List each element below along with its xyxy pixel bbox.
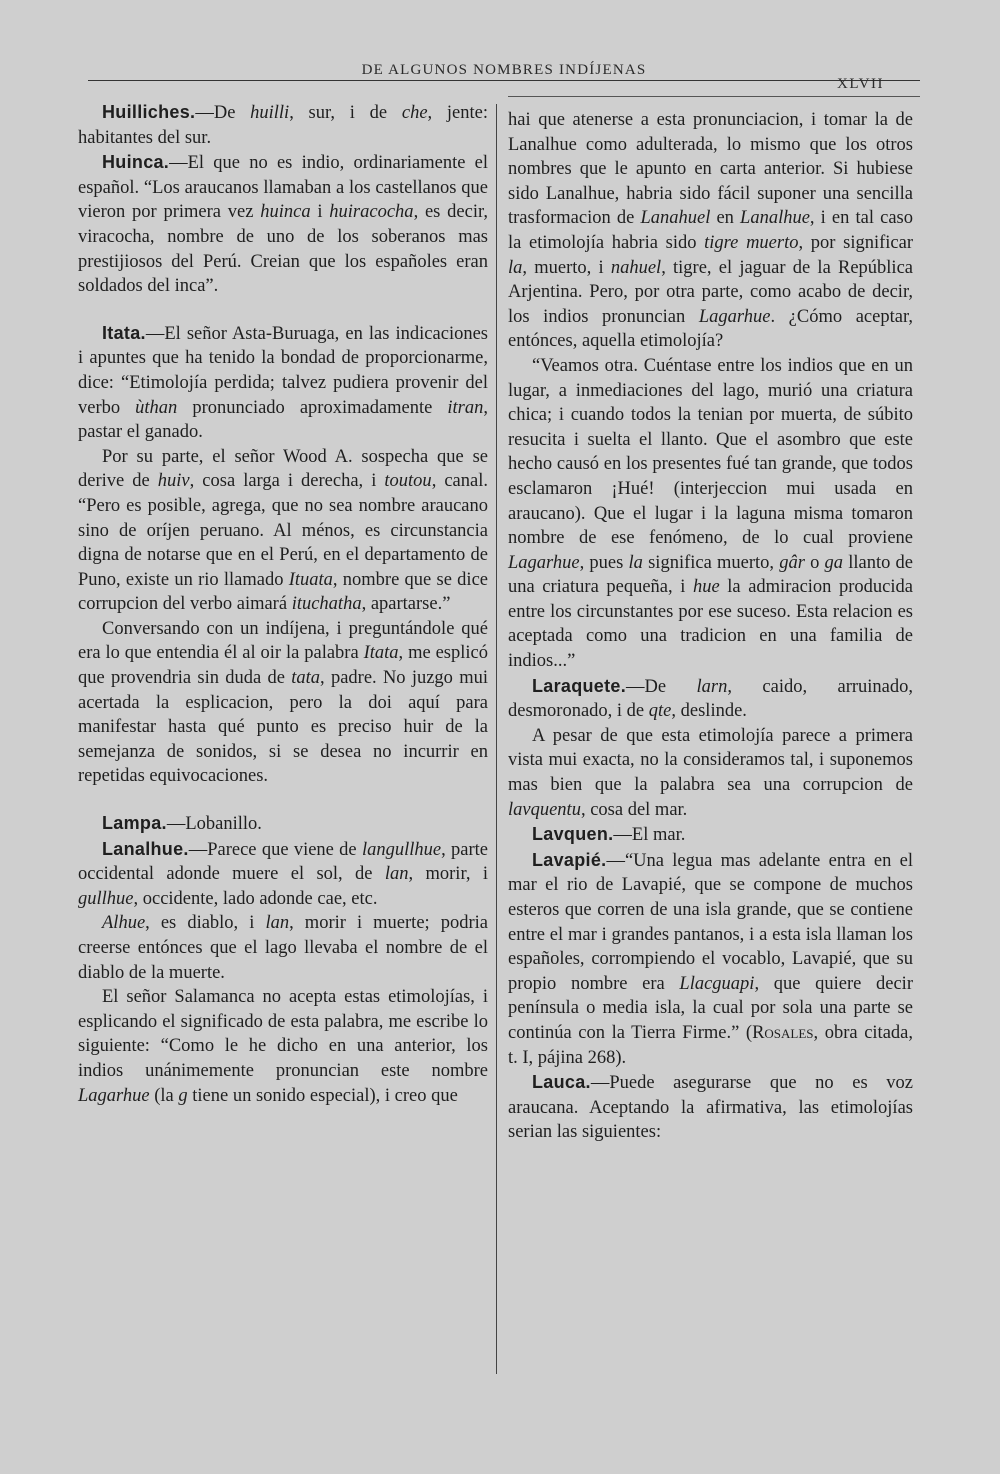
text-run: , padre. No juzgo mui acertada la esplicacion, pero la doi aquí para manifestar hasta qué punto es preciso huir de la semejanza de sonidos, si se desea no incurrir en repetidas equivocaciones.: [78, 668, 488, 787]
italic-term: huiracocha: [329, 202, 414, 223]
entry-headword: Lauca.: [532, 1072, 591, 1093]
entry-headword: Lampa.: [102, 813, 167, 834]
italic-term: la: [628, 552, 643, 573]
dictionary-entry: [78, 837, 488, 912]
italic-term: tigre muerto: [704, 232, 799, 253]
paragraph: [78, 617, 488, 789]
text-run: A pesar de que esta etimolojía parece a primera vista mui exacta, no la consideramos tal, i suponemos mas bien que la palabra sea una corrupcion de: [508, 725, 913, 796]
italic-term: huiv: [157, 471, 190, 492]
header-rule: [88, 80, 920, 81]
paragraph: [78, 445, 488, 617]
text-run: la admiracion producida entre los circunstantes por ese suceso. Esta relacion es aceptada como una tradicion en una familia de indios...”: [508, 577, 913, 672]
text-run: hai que atenerse a esta pronunciacion, i tomar la de Lanalhue como adulterada, lo mismo que los otros nombres que le apunto en carta anterior. Si hubiese sido Lanalhue, habria sido fácil suponer una sencilla trasformacion de: [508, 110, 913, 229]
text-run: , cosa del mar.: [580, 799, 688, 820]
italic-term: gullhue: [78, 888, 134, 909]
italic-term: gâr: [779, 552, 805, 573]
entry-headword: Lavapié.: [532, 849, 607, 870]
italic-term: ituchatha: [291, 594, 362, 615]
paragraph: [508, 108, 913, 354]
text-run: , parte occidental adonde muere el sol, de: [78, 839, 488, 885]
header-rule-right: [508, 96, 920, 97]
entry-headword: Laraquete.: [532, 675, 627, 696]
text-run: , deslinde.: [671, 701, 747, 722]
italic-term: Lanahuel: [640, 208, 711, 229]
italic-term: lan: [384, 864, 409, 885]
text-run: , tigre, el jaguar de la República Arjentina. Pero, por otra parte, como acabo de decir, los indios pronuncian: [508, 257, 913, 327]
text-run: , apartarse.”: [361, 594, 451, 615]
text-run: , por significar: [798, 232, 913, 253]
italic-term: la: [508, 257, 523, 278]
entry-headword: Lanalhue.: [102, 838, 189, 859]
text-run: , jente: habitantes del sur.: [78, 103, 488, 148]
text-run: , que quiere decir península o media isla, la cual por sola una parte se continúa con la Tierra Firme.” (: [508, 973, 913, 1043]
column-divider: [496, 104, 497, 1374]
text-run: significa muerto,: [642, 552, 780, 573]
italic-term: tata: [291, 668, 321, 689]
dictionary-entry: [508, 674, 913, 724]
entry-headword: Lavquen.: [532, 824, 614, 845]
right-column: [508, 108, 913, 1145]
paragraph: [78, 985, 488, 1108]
italic-term: toutou: [384, 471, 432, 492]
text-run: —El que no es indio, ordinariamente el español. “Los araucanos llamaban a los castellanos que vieron por primera vez: [78, 153, 488, 223]
paragraph: [508, 724, 913, 822]
text-run: —De: [626, 676, 697, 697]
italic-term: lavquentu: [508, 799, 581, 820]
text-run: i: [310, 202, 330, 223]
italic-term: ùthan: [135, 397, 178, 418]
text-run: , sur, i de: [289, 103, 402, 123]
text-run: pronunciado aproximadamente: [177, 397, 448, 418]
left-column: [78, 100, 488, 1108]
text-run: —Puede asegurarse que no es voz araucana. Aceptando la afirmativa, las etimolojías serian las siguientes:: [508, 1073, 913, 1143]
italic-term: che: [401, 103, 428, 123]
dictionary-entry: [508, 848, 913, 1070]
text-run: , muerto, i: [522, 257, 611, 278]
italic-term: hue: [692, 577, 720, 598]
dictionary-entry: [78, 100, 488, 150]
entry-headword: Huilliches.: [102, 102, 196, 122]
text-run: —Lobanillo.: [166, 814, 262, 835]
text-run: (la: [149, 1085, 179, 1106]
italic-term: huilli: [250, 103, 290, 123]
italic-term: qte: [648, 701, 672, 722]
text-run: , morir i muerte; podria creerse entónces que el lago llevaba el nombre de el diablo de la muerte.: [78, 913, 488, 983]
italic-term: huinca: [260, 202, 311, 223]
italic-term: itran: [447, 397, 484, 418]
italic-term: Lanalhue: [740, 208, 810, 229]
text-run: , canal. “Pero es posible, agrega, que no sea nombre araucano sino de oríjen peruano. Al ménos, es circunstancia digna de notarse que en el Perú, en el departamento de Puno, existe un rio llamado: [78, 471, 488, 590]
italic-term: nahuel: [610, 257, 662, 278]
page-number: XLVII: [837, 76, 884, 92]
page-header: [88, 58, 920, 98]
italic-term: langullhue: [361, 839, 442, 860]
text-run: , es decir, viracocha, nombre de uno de los soberanos mas prestijiosos del Perú. Creian que los españoles eran soldados del inca”.: [78, 202, 489, 297]
text-run: o: [804, 552, 825, 573]
text-run: Por su parte, el señor Wood A. sospecha que se derive de: [78, 446, 488, 492]
text-run: , caido, arruinado, desmoronado, i de: [508, 676, 913, 722]
italic-term: ga: [824, 552, 844, 573]
dictionary-entry: [78, 811, 488, 837]
text-run: tiene un sonido especial), i creo que: [187, 1085, 458, 1106]
italic-term: lan: [265, 913, 290, 934]
text-run: , morir, i: [408, 864, 488, 885]
italic-term: larn: [696, 676, 728, 697]
dictionary-entry: [78, 150, 488, 299]
text-run: en: [710, 208, 741, 229]
text-run: , pues: [579, 552, 629, 573]
text-run: El señor Salamanca no acepta estas etimolojías, i esplicando el significado de esta palabra, me escribe lo siguiente: “Como le he dicho en una anterior, los indios unánimemente pronuncian este nombre: [78, 987, 488, 1081]
text-run: , obra citada, t. I, pájina 268).: [508, 1022, 913, 1068]
entry-headword: Huinca.: [102, 152, 170, 173]
italic-term: Lagarhue: [698, 306, 771, 327]
text-run: , occidente, lado adonde cae, etc.: [133, 888, 378, 909]
italic-term: g: [178, 1085, 188, 1106]
text-run: Conversando con un indíjena, i preguntándole qué era lo que entendia él al oir la palabra: [78, 618, 488, 664]
italic-term: Alhue: [102, 913, 146, 934]
italic-term: Ituata: [288, 569, 333, 590]
text-run: , nombre que se dice corrupcion del verbo aimará: [78, 569, 488, 615]
running-title: DE ALGUNOS NOMBRES INDÍJENAS: [361, 62, 647, 78]
text-run: “Veamos otra. Cuéntase entre los indios que en un lugar, a inmediaciones del lago, murió una criatura chica; i cuando todos la tenian por muerta, de súbito resucita i suelta el llanto. Que el asombro que este hecho causó en los presentes fué tan grande, que todos esclamaron ¡Hué! (interjeccion mui usada en araucano). Que el lugar i la laguna misma tomaron nombre de ese fenómeno, de lo cual proviene: [508, 355, 913, 549]
text-run: llanto de una criatura pequeña, i: [508, 552, 913, 598]
paragraph: [78, 911, 488, 985]
dictionary-entry: [508, 1070, 913, 1145]
author-citation: Rosales: [752, 1022, 814, 1043]
text-run: , pastar el ganado.: [78, 397, 488, 443]
text-run: , me esplicó que provendria sin duda de: [78, 643, 488, 689]
italic-term: Lagarhue: [508, 552, 580, 573]
entry-headword: Itata.: [102, 322, 146, 343]
text-run: —El mar.: [613, 825, 686, 846]
italic-term: Lagarhue: [78, 1085, 150, 1106]
text-run: —De: [195, 103, 251, 123]
text-run: —“Una legua mas adelante entra en el mar el rio de Lavapié, que se compone de muchos esteros que corren de una isla grande, que se contiene entre el mar i grandes pantanos, i a esta isla llaman los españoles, corrompiendo el vocablo, Lavapié, que su propio nombre era: [508, 850, 913, 994]
text-run: , cosa larga i derecha, i: [189, 471, 385, 492]
italic-term: Llacguapi: [679, 973, 755, 994]
text-run: —El señor Asta-Buruaga, en las indicaciones i apuntes que ha tenido la bondad de proporcionarme, dice: “Etimolojía perdida; talvez pudiera provenir del verbo: [78, 323, 488, 418]
text-run: , es diablo, i: [145, 913, 266, 934]
italic-term: Itata: [363, 643, 399, 664]
paragraph: [508, 354, 913, 674]
text-run: , i en tal caso la etimolojía habria sido: [508, 208, 913, 253]
text-run: . ¿Cómo aceptar, entónces, aquella etimolojía?: [508, 306, 913, 352]
dictionary-entry: [508, 822, 913, 848]
text-run: —Parece que viene de: [188, 839, 362, 860]
dictionary-entry: [78, 321, 488, 445]
